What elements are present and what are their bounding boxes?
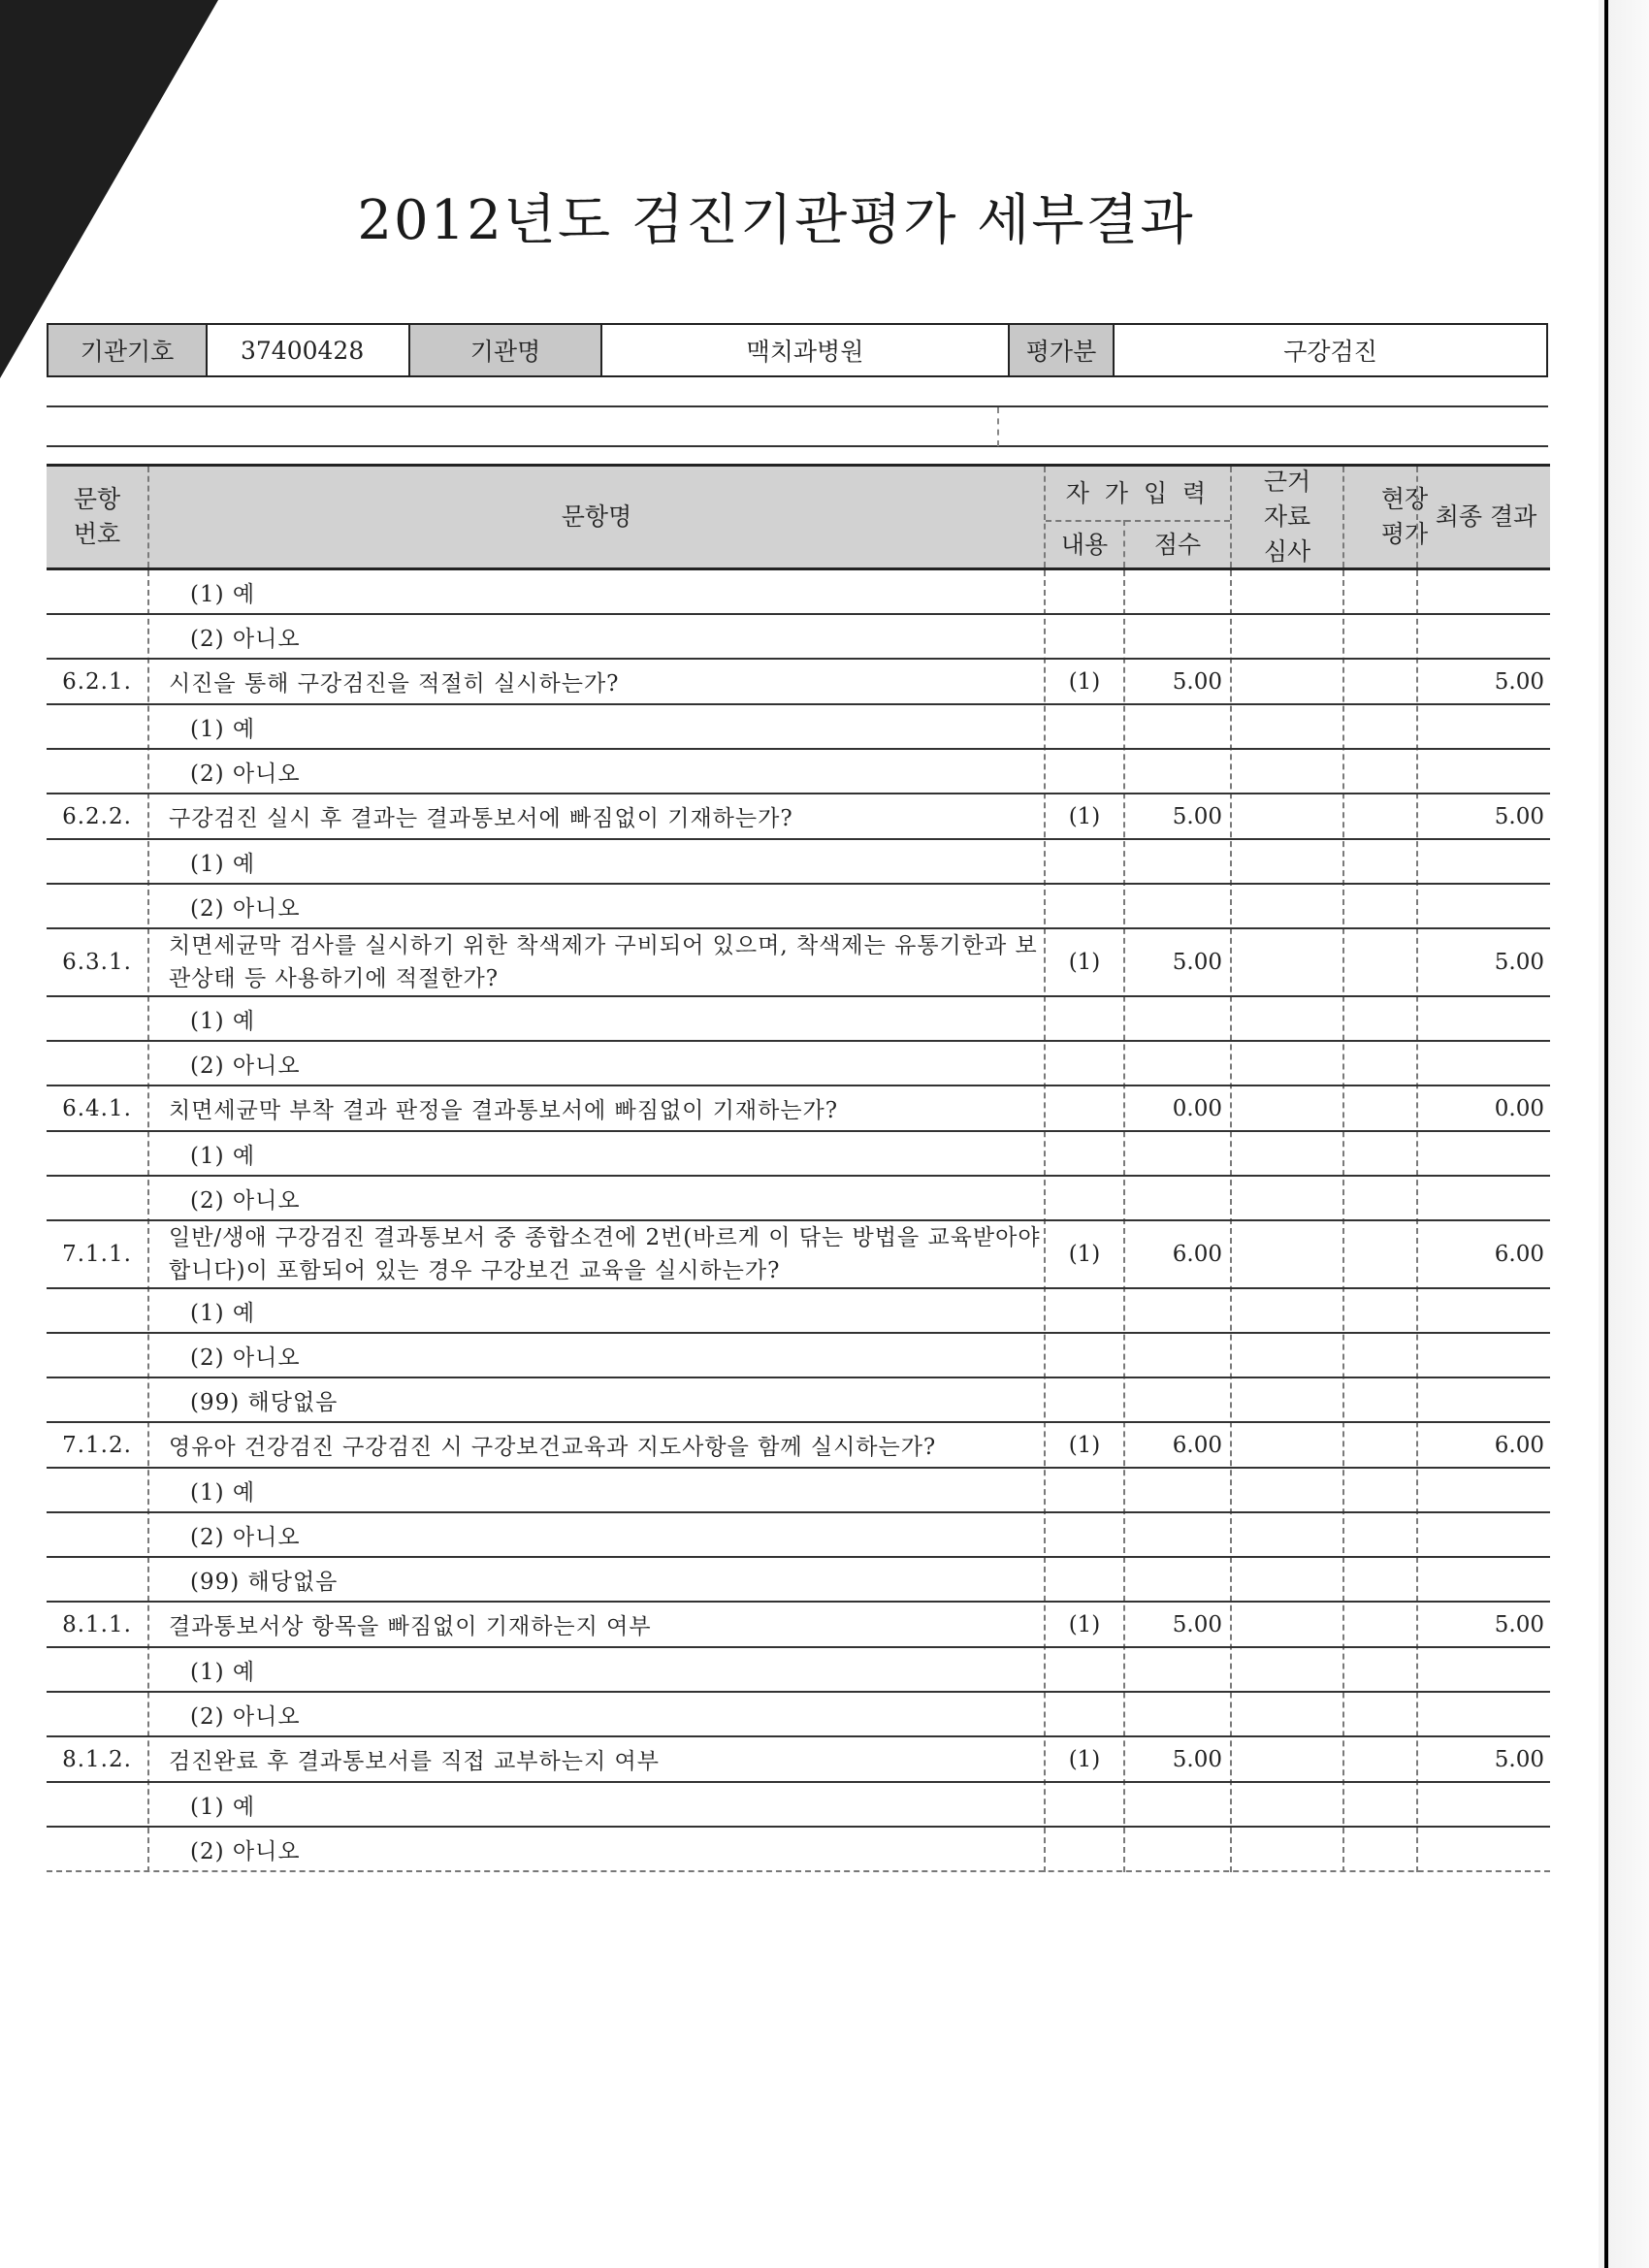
item-number: 8.1.2. [62, 1746, 132, 1772]
org-code-value: 37400428 [208, 325, 410, 375]
final-result: 0.00 [1494, 1095, 1544, 1121]
header-item-name: 문항명 [561, 502, 632, 531]
option-row [47, 705, 1550, 750]
item-number: 7.1.1. [62, 1242, 132, 1267]
final-result: 5.00 [1494, 803, 1544, 829]
final-result: 5.00 [1494, 1746, 1544, 1772]
option-text: (1) 예 [190, 581, 256, 607]
option-text: (1) 예 [190, 1300, 256, 1326]
option-text: (2) 아니오 [190, 1345, 301, 1371]
org-info-bar [47, 323, 1548, 377]
option-row [47, 1132, 1550, 1177]
item-number: 6.4.1. [62, 1095, 132, 1121]
option-row [47, 997, 1550, 1042]
item-text: 시진을 통해 구강검진을 적절히 실시하는가? [169, 671, 620, 697]
question-row [47, 1423, 1550, 1469]
item-number: 8.1.1. [62, 1611, 132, 1637]
option-row [47, 1783, 1550, 1828]
col-divider [147, 467, 149, 567]
option-row [47, 1334, 1550, 1378]
page-title: 2012년도 검진기관평가 세부결과 [357, 189, 1195, 252]
item-text: 치면세균막 검사를 실시하기 위한 착색제가 구비되어 있으며, 착색제는 유통기한과 보관상태 등 사용하기에 적절한가? [169, 933, 1038, 991]
final-result: 5.00 [1494, 1611, 1544, 1637]
option-row [47, 1693, 1550, 1737]
final-result: 5.00 [1494, 668, 1544, 695]
question-row [47, 1737, 1550, 1783]
option-text: (2) 아니오 [190, 895, 301, 922]
item-text: 일반/생애 구강검진 결과통보서 중 종합소견에 2번(바르게 이 닦는 방법을 교육받아야 합니다)이 포함되어 있는 경우 구강보건 교육을 실시하는가? [169, 1225, 1041, 1283]
self-content: (1) [1068, 1611, 1101, 1637]
option-text: (2) 아니오 [190, 626, 301, 652]
org-code-label: 기관기호 [48, 325, 208, 375]
item-text: 구강검진 실시 후 결과는 결과통보서에 빠짐없이 기재하는가? [169, 806, 793, 831]
self-score: 5.00 [1172, 668, 1222, 695]
option-row [47, 1289, 1550, 1334]
header-self-input: 자 가 입 력 [1065, 478, 1211, 507]
option-row [47, 1558, 1550, 1603]
self-score: 6.00 [1172, 1432, 1222, 1458]
self-content: (1) [1068, 950, 1101, 975]
item-number: 6.3.1. [62, 950, 132, 975]
category-value: 구강검진 [1283, 338, 1377, 366]
table-header [47, 464, 1550, 570]
final-result: 6.00 [1494, 1432, 1544, 1458]
option-text: (1) 예 [190, 851, 256, 877]
option-text: (2) 아니오 [190, 761, 301, 787]
option-text: (2) 아니오 [190, 1838, 301, 1864]
final-result: 6.00 [1494, 1242, 1544, 1267]
option-text: (1) 예 [190, 1479, 256, 1506]
self-content [1046, 1086, 1123, 1130]
option-text: (1) 예 [190, 1143, 256, 1169]
header-evidence-review: 근거 자료 심사 [1263, 468, 1311, 566]
self-content: (1) [1068, 1746, 1101, 1772]
header-score: 점수 [1153, 531, 1202, 559]
header-item-number: 문항 번호 [73, 485, 121, 548]
option-row [47, 750, 1550, 794]
option-text: (1) 예 [190, 1659, 256, 1685]
self-content: (1) [1068, 1432, 1101, 1458]
self-content: (1) [1068, 803, 1101, 829]
scan-shadow-edge [1599, 0, 1649, 2268]
option-row [47, 1469, 1550, 1513]
divider [47, 445, 1548, 447]
evaluation-table [47, 464, 1550, 1872]
option-text: (2) 아니오 [190, 1703, 301, 1730]
org-name-value: 맥치과병원 [602, 325, 1010, 375]
self-score: 5.00 [1172, 1746, 1222, 1772]
option-row [47, 1828, 1550, 1872]
item-text: 영유아 건강검진 구강검진 시 구강보건교육과 지도사항을 함께 실시하는가? [169, 1435, 937, 1460]
self-score: 5.00 [1172, 1611, 1222, 1637]
self-score: 0.00 [1172, 1095, 1222, 1121]
option-row [47, 840, 1550, 885]
self-content: (1) [1068, 1242, 1101, 1267]
final-result: 5.00 [1494, 950, 1544, 975]
option-row [47, 1042, 1550, 1086]
org-name-label: 기관명 [410, 325, 602, 375]
option-row [47, 1177, 1550, 1221]
col-divider [1342, 467, 1344, 567]
divider [47, 405, 1548, 407]
question-row [47, 794, 1550, 840]
item-number: 7.1.2. [62, 1432, 132, 1458]
option-text: (1) 예 [190, 1794, 256, 1820]
item-text: 결과통보서상 항목을 빠짐없이 기재하는지 여부 [169, 1614, 652, 1639]
option-row [47, 1378, 1550, 1423]
option-text: (99) 해당없음 [190, 1389, 339, 1415]
header-final-result: 최종 결과 [1435, 502, 1537, 531]
option-text: (1) 예 [190, 716, 256, 742]
question-row [47, 1086, 1550, 1132]
self-score: 5.00 [1172, 803, 1222, 829]
option-text: (2) 아니오 [190, 1053, 301, 1079]
option-row [47, 615, 1550, 660]
option-row [47, 1648, 1550, 1693]
category-label: 평가분 [1010, 325, 1115, 375]
question-row [47, 660, 1550, 705]
option-row [47, 885, 1550, 929]
divider [997, 407, 999, 446]
option-text: (1) 예 [190, 1008, 256, 1034]
col-divider [1230, 467, 1232, 567]
self-score: 5.00 [1172, 950, 1222, 975]
header-content: 내용 [1060, 531, 1109, 559]
table-body [47, 570, 1550, 1872]
option-row [47, 570, 1550, 615]
item-text: 치면세균막 부착 결과 판정을 결과통보서에 빠짐없이 기재하는가? [169, 1098, 839, 1123]
question-row [47, 929, 1550, 997]
self-content: (1) [1068, 668, 1101, 695]
question-row [47, 1603, 1550, 1648]
header-site-evaluation: 현장 평가 [1380, 485, 1429, 548]
item-number: 6.2.1. [62, 668, 132, 695]
option-text: (2) 아니오 [190, 1524, 301, 1550]
option-text: (99) 해당없음 [190, 1569, 339, 1595]
option-row [47, 1513, 1550, 1558]
option-text: (2) 아니오 [190, 1187, 301, 1214]
question-row [47, 1221, 1550, 1289]
item-number: 6.2.2. [62, 803, 132, 829]
col-divider [1123, 520, 1125, 567]
col-divider [1044, 467, 1046, 567]
item-text: 검진완료 후 결과통보서를 직접 교부하는지 여부 [169, 1749, 660, 1774]
self-score: 6.00 [1172, 1242, 1222, 1267]
col-divider [1416, 467, 1418, 567]
